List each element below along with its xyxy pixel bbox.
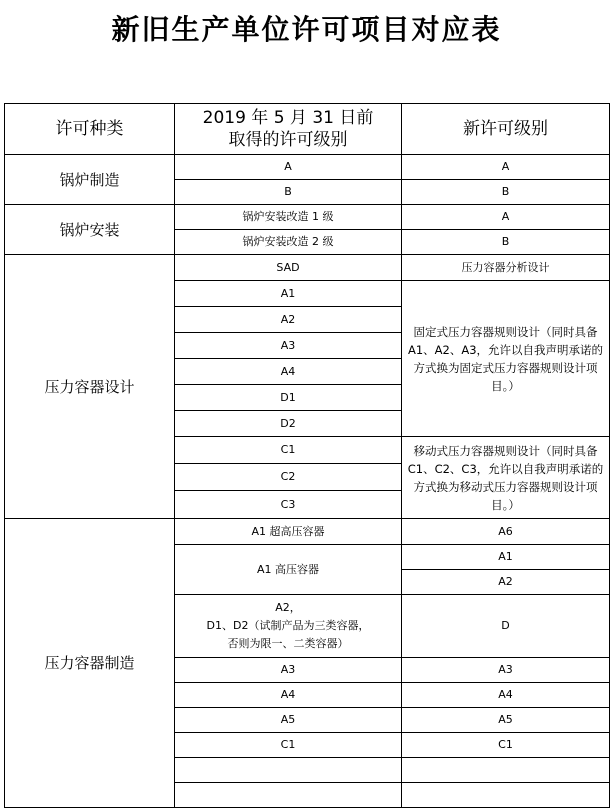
new-level-cell: B: [402, 180, 610, 205]
old-level-cell: A2: [175, 307, 402, 333]
new-level-cell: A4: [402, 683, 610, 708]
page-title: 新旧生产单位许可项目对应表: [111, 13, 502, 46]
table-row: [5, 519, 610, 545]
new-level-cell: A3: [402, 658, 610, 683]
old-level-cell: SAD: [175, 255, 402, 281]
old-level-cell: A4: [175, 359, 402, 385]
header-old-level: [175, 104, 402, 155]
header-license-type: 许可种类: [5, 104, 175, 155]
new-level-cell: 移动式压力容器规则设计（同时具备 C1、C2、C3，允许以自我声明承诺的方式换为移动式压力容器规则设计项目。）: [402, 437, 610, 519]
category-cell: 锅炉制造: [5, 155, 175, 205]
old-level-cell: [175, 783, 402, 808]
new-level-cell: C1: [402, 733, 610, 758]
old-level-cell: A3: [175, 333, 402, 359]
new-level-cell: B: [402, 230, 610, 255]
old-level-cell: [175, 595, 402, 658]
old-level-cell: B: [175, 180, 402, 205]
old-level-cell: [175, 758, 402, 783]
header-old-level-line2: 取得的许可级别: [228, 130, 348, 150]
new-level-cell: [402, 783, 610, 808]
new-level-cell: 固定式压力容器规则设计（同时具备 A1、A2、A3，允许以自我声明承诺的方式换为固定式压力容器规则设计项目。）: [402, 281, 610, 437]
new-level-cell: [402, 758, 610, 783]
new-level-cell: A2: [402, 570, 610, 595]
old-level-line: D1、D2（试制产品为三类容器，: [206, 619, 370, 632]
old-level-cell: 锅炉安装改造 1 级: [175, 205, 402, 230]
header-old-level-line1: 2019 年 5 月 31 日前: [202, 108, 374, 128]
old-level-cell: 锅炉安装改造 2 级: [175, 230, 402, 255]
header-row: [5, 104, 610, 155]
old-level-cell: A1: [175, 281, 402, 307]
old-level-cell: C3: [175, 491, 402, 519]
old-level-cell: D2: [175, 411, 402, 437]
new-level-cell: A: [402, 155, 610, 180]
new-level-cell: A1: [402, 545, 610, 570]
new-level-cell: A: [402, 205, 610, 230]
old-level-cell: A4: [175, 683, 402, 708]
new-level-cell: A5: [402, 708, 610, 733]
category-cell: 压力容器设计: [5, 255, 175, 519]
new-level-cell: A6: [402, 519, 610, 545]
old-level-line: A2，: [275, 601, 301, 614]
header-new-level: 新许可级别: [402, 104, 610, 155]
old-level-cell: A1 超高压容器: [175, 519, 402, 545]
old-level-cell: C1: [175, 437, 402, 464]
category-cell: 压力容器制造: [5, 519, 175, 808]
new-level-cell: 压力容器分析设计: [402, 255, 610, 281]
old-level-cell: A1 高压容器: [175, 545, 402, 595]
new-level-cell: D: [402, 595, 610, 658]
old-level-cell: D1: [175, 385, 402, 411]
old-level-cell: C1: [175, 733, 402, 758]
table-row: [5, 155, 610, 180]
table-row: [5, 205, 610, 230]
old-level-cell: C2: [175, 464, 402, 491]
old-level-line: 否则为限一、二类容器）: [227, 637, 349, 650]
old-level-cell: A: [175, 155, 402, 180]
category-cell: 锅炉安装: [5, 205, 175, 255]
old-level-cell: A5: [175, 708, 402, 733]
old-level-cell: A3: [175, 658, 402, 683]
table-row: [5, 255, 610, 281]
license-mapping-table: [4, 103, 610, 808]
